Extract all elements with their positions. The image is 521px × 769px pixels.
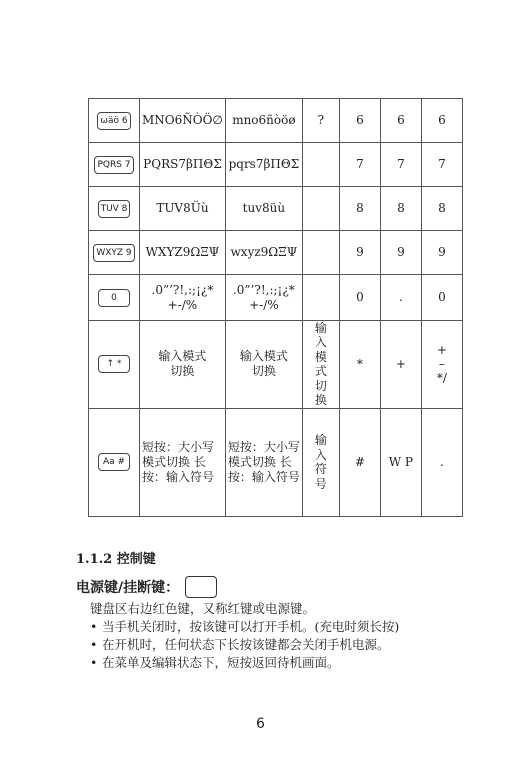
power-key-subheading bbox=[76, 576, 217, 598]
cell-n2 bbox=[380, 187, 421, 231]
cell-key bbox=[89, 99, 140, 143]
cell-key bbox=[89, 187, 140, 231]
page-number: 6 bbox=[256, 716, 265, 732]
cell-sym bbox=[302, 187, 339, 231]
cell-upper bbox=[140, 99, 226, 143]
cell-n3 bbox=[421, 99, 462, 143]
cell-upper bbox=[140, 143, 226, 187]
table-row bbox=[89, 187, 463, 231]
cell-text: 输入模式切换 bbox=[158, 349, 207, 379]
cell-upper bbox=[140, 275, 226, 321]
cell-text: tuv8üù bbox=[242, 201, 286, 215]
cell-text: mno6ñòöø bbox=[232, 113, 296, 127]
cell-sym bbox=[302, 99, 339, 143]
cell-n1 bbox=[339, 275, 380, 321]
bullet-item: • 在菜单及编辑状态下，短按返回待机画面。 bbox=[90, 654, 399, 672]
cell-key bbox=[89, 321, 140, 409]
cell-upper bbox=[140, 187, 226, 231]
cell-upper bbox=[140, 408, 226, 516]
cell-text: # bbox=[354, 454, 365, 469]
cell-n1 bbox=[339, 321, 380, 409]
table-row bbox=[89, 408, 463, 516]
keypad-key-icon: TUV 8 bbox=[98, 200, 131, 218]
cell-text: 7 bbox=[438, 157, 446, 171]
cell-n3 bbox=[421, 321, 462, 409]
cell-sym bbox=[302, 231, 339, 275]
cell-lower bbox=[225, 408, 302, 516]
cell-text: pqrs7βΠΘΣ bbox=[228, 157, 300, 171]
cell-n1 bbox=[339, 408, 380, 516]
cell-text: 6 bbox=[438, 113, 446, 127]
table-row bbox=[89, 275, 463, 321]
cell-n3 bbox=[421, 275, 462, 321]
cell-lower bbox=[225, 99, 302, 143]
power-key-label: 电源键/挂断键： bbox=[76, 580, 180, 596]
bullet-item: • 当手机关闭时，按该键可以打开手机。(充电时须长按) bbox=[90, 618, 399, 636]
cell-text: 6 bbox=[397, 113, 405, 127]
cell-n2 bbox=[380, 408, 421, 516]
end-call-key-icon bbox=[185, 576, 217, 598]
cell-text: 8 bbox=[397, 201, 405, 215]
cell-text: TUV8Üù bbox=[156, 201, 209, 215]
cell-text: 输入符号 bbox=[314, 433, 327, 491]
cell-text: 短按：大小写模式切换 长按：输入符号 bbox=[227, 439, 300, 484]
cell-text: 9 bbox=[356, 245, 364, 259]
keypad-key-icon: 0 bbox=[98, 289, 130, 307]
cell-n1 bbox=[339, 99, 380, 143]
cell-text: .0”’?!,:;¡¿* +-/% bbox=[151, 282, 214, 312]
cell-text: .0”’?!,:;¡¿* +-/% bbox=[232, 282, 295, 312]
cell-upper bbox=[140, 231, 226, 275]
cell-text: 7 bbox=[356, 157, 364, 171]
cell-sym bbox=[302, 408, 339, 516]
cell-n1 bbox=[339, 187, 380, 231]
cell-lower bbox=[225, 187, 302, 231]
cell-text: PQRS7βΠΘΣ bbox=[143, 157, 222, 171]
power-key-description: 键盘区右边红色键，又称红键或电源键。 bbox=[90, 601, 316, 616]
cell-n2 bbox=[380, 231, 421, 275]
table-row bbox=[89, 143, 463, 187]
cell-text: 输入模式切换 bbox=[314, 321, 327, 407]
cell-text: wxyz9ΩΞΨ bbox=[230, 245, 298, 259]
cell-key bbox=[89, 408, 140, 516]
cell-text: * bbox=[356, 356, 363, 371]
cell-upper bbox=[140, 321, 226, 409]
cell-n3 bbox=[421, 187, 462, 231]
key-mapping-table bbox=[88, 98, 463, 517]
cell-text: + bbox=[395, 356, 406, 371]
cell-text: MNO6ÑÒÖ∅ bbox=[142, 113, 223, 127]
cell-lower bbox=[225, 275, 302, 321]
cell-key bbox=[89, 231, 140, 275]
keypad-key-icon: WXYZ 9 bbox=[93, 244, 134, 262]
cell-n2 bbox=[380, 275, 421, 321]
cell-key bbox=[89, 143, 140, 187]
cell-text: . bbox=[398, 290, 403, 304]
cell-n2 bbox=[380, 99, 421, 143]
table-row bbox=[89, 231, 463, 275]
cell-n3 bbox=[421, 408, 462, 516]
keypad-key-icon: Aa # bbox=[98, 453, 130, 471]
section-heading: 1.1.2 控制键 bbox=[76, 552, 156, 567]
cell-text: 9 bbox=[397, 245, 405, 259]
table-row bbox=[89, 321, 463, 409]
cell-n1 bbox=[339, 231, 380, 275]
cell-text: WXYZ9ΩΞΨ bbox=[145, 245, 220, 259]
cell-text: ? bbox=[317, 113, 325, 127]
bullet-item: • 在开机时，任何状态下长按该键都会关闭手机电源。 bbox=[90, 636, 399, 654]
cell-text: 输入模式切换 bbox=[239, 349, 288, 379]
cell-lower bbox=[225, 321, 302, 409]
cell-text: 0 bbox=[356, 290, 364, 304]
keypad-key-icon: ωäö 6 bbox=[97, 112, 130, 130]
cell-text: 7 bbox=[397, 157, 405, 171]
cell-text: 6 bbox=[356, 113, 364, 127]
cell-text: +–*/ bbox=[436, 342, 447, 386]
cell-n3 bbox=[421, 231, 462, 275]
cell-text: 8 bbox=[356, 201, 364, 215]
cell-n2 bbox=[380, 143, 421, 187]
keypad-key-icon: PQRS 7 bbox=[94, 156, 133, 174]
cell-key bbox=[89, 275, 140, 321]
cell-text: . bbox=[439, 454, 444, 469]
cell-sym bbox=[302, 321, 339, 409]
cell-text: W P bbox=[388, 454, 413, 469]
table-row bbox=[89, 99, 463, 143]
cell-sym bbox=[302, 275, 339, 321]
cell-text: 0 bbox=[438, 290, 446, 304]
cell-lower bbox=[225, 231, 302, 275]
keypad-key-icon: ↑ * bbox=[98, 355, 130, 373]
cell-text: 8 bbox=[438, 201, 446, 215]
cell-n2 bbox=[380, 321, 421, 409]
cell-text: 短按：大小写模式切换 长按：输入符号 bbox=[142, 439, 215, 484]
cell-lower bbox=[225, 143, 302, 187]
power-key-bullets bbox=[90, 618, 399, 672]
cell-text: 9 bbox=[438, 245, 446, 259]
cell-sym bbox=[302, 143, 339, 187]
cell-n3 bbox=[421, 143, 462, 187]
cell-n1 bbox=[339, 143, 380, 187]
